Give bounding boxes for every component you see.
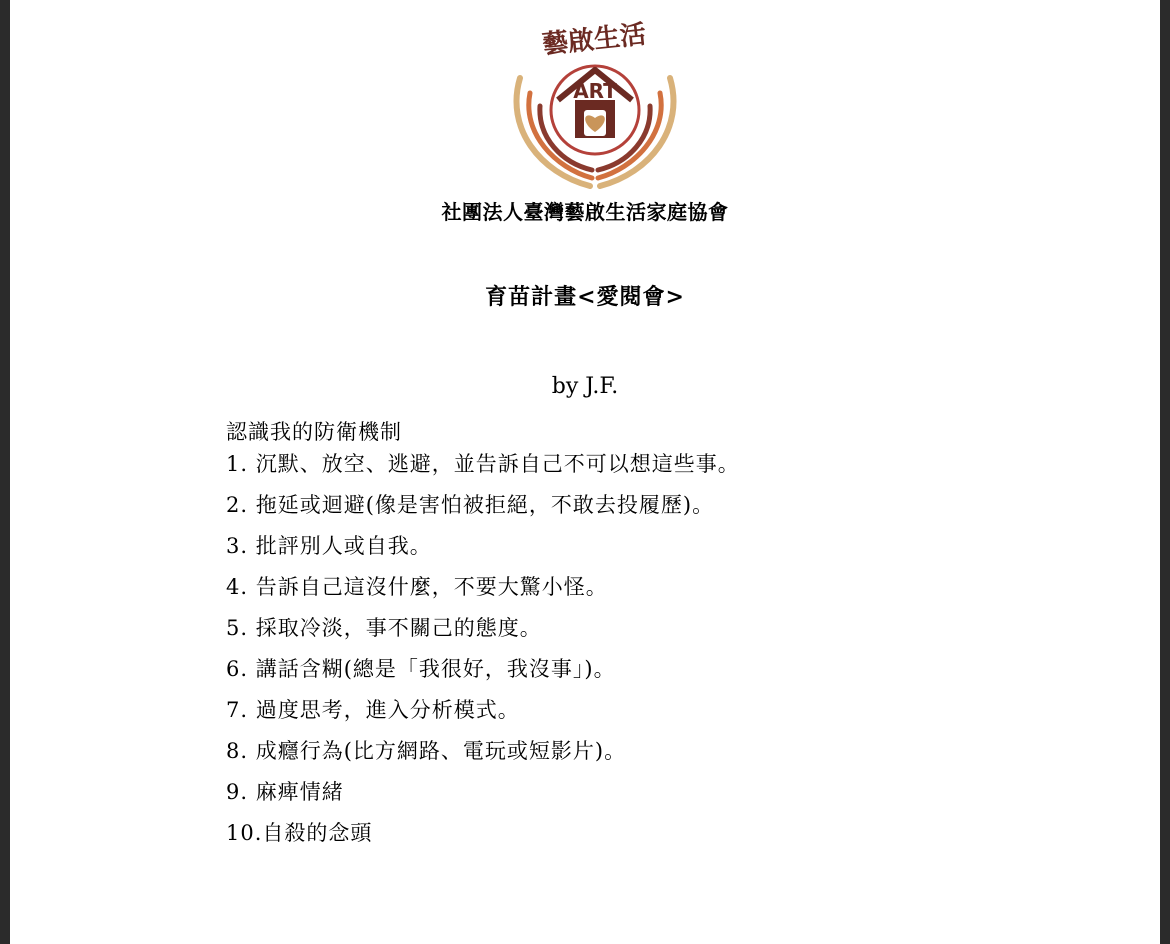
svg-text:ART: ART [573, 79, 617, 103]
list-item-text: 麻痺情緒 [255, 780, 344, 804]
list-item-number: 10. [226, 821, 263, 845]
list-item-text: 沉默、放空、逃避，並告訴自己不可以想這些事。 [255, 452, 740, 476]
organization-logo [500, 18, 690, 190]
list-item-number: 4. [226, 575, 249, 599]
organization-name: 社團法人臺灣藝啟生活家庭協會 [441, 200, 729, 224]
section-heading: 認識我的防衛機制 [226, 420, 402, 444]
list-item [226, 570, 740, 611]
list-item-number: 5. [226, 616, 249, 640]
document-author: by J.F. [551, 374, 619, 399]
document-title: 育苗計畫<愛閱會> [485, 284, 685, 310]
list-item [226, 611, 740, 652]
list-item-number: 3. [226, 534, 249, 558]
list-item [226, 775, 740, 816]
list-item-text: 成癮行為(比方網路、電玩或短影片)。 [255, 739, 627, 763]
document-page [10, 0, 1160, 944]
list-item-number: 2. [226, 493, 249, 517]
list-item-text: 講話含糊(總是「我很好，我沒事」)。 [255, 657, 616, 681]
list-item-number: 7. [226, 698, 249, 722]
list-item [226, 693, 740, 734]
list-item [226, 529, 740, 570]
list-item-text: 自殺的念頭 [262, 821, 373, 845]
list-item [226, 488, 740, 529]
list-item-number: 6. [226, 657, 249, 681]
defense-mechanism-list [226, 447, 740, 857]
list-item-number: 8. [226, 739, 249, 763]
list-item-text: 告訴自己這沒什麼，不要大驚小怪。 [255, 575, 608, 599]
svg-text:藝啟生活: 藝啟生活 [540, 19, 648, 61]
list-item [226, 447, 740, 488]
list-item-number: 1. [226, 452, 249, 476]
list-item-text: 過度思考，進入分析模式。 [255, 698, 520, 722]
list-item [226, 816, 740, 857]
list-item-number: 9. [226, 780, 249, 804]
list-item-text: 拖延或迴避(像是害怕被拒絕，不敢去投履歷)。 [255, 493, 715, 517]
list-item [226, 734, 740, 775]
list-item [226, 652, 740, 693]
list-item-text: 採取冷淡，事不關己的態度。 [255, 616, 542, 640]
list-item-text: 批評別人或自我。 [255, 534, 432, 558]
